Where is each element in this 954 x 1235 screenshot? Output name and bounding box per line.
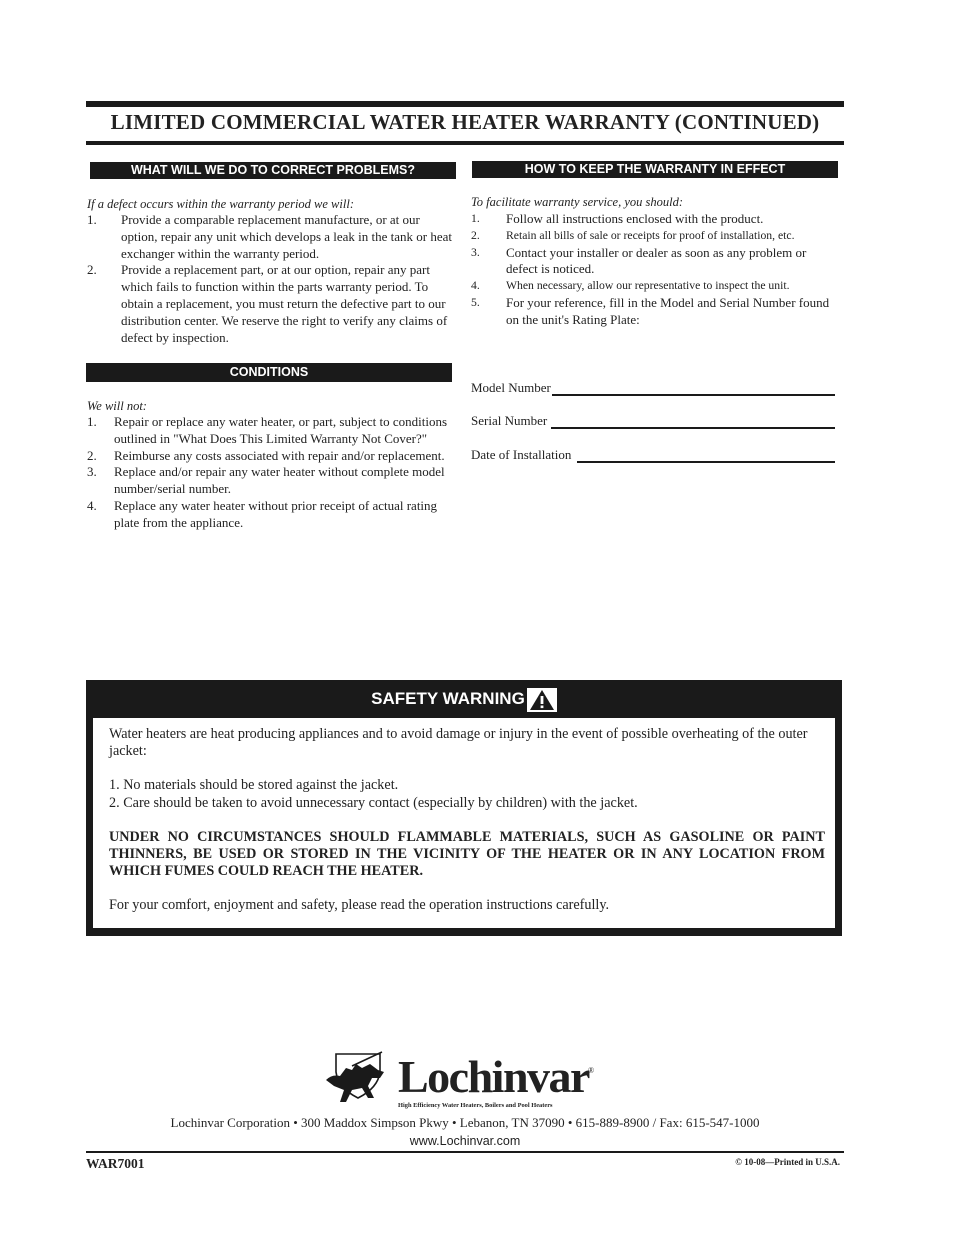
installation-date-line[interactable] — [577, 450, 835, 463]
conditions-heading: CONDITIONS — [86, 363, 452, 382]
serial-number-line[interactable] — [551, 416, 835, 429]
document-id: WAR7001 — [86, 1156, 145, 1171]
model-number-label: Model Number — [471, 380, 551, 395]
copyright-notice: © 10-08—Printed in U.S.A. — [735, 1157, 840, 1167]
footer-rule — [86, 1151, 844, 1153]
keep-warranty-intro: To facilitate warranty service, you should: — [471, 195, 684, 209]
company-logo — [322, 1050, 612, 1112]
safety-warning-body — [93, 718, 835, 928]
keep-warranty-heading: HOW TO KEEP THE WARRANTY IN EFFECT — [472, 161, 838, 178]
company-address: Lochinvar Corporation • 300 Maddox Simpson Pkwy • Lebanon, TN 37090 • 615-889-8900 / Fax: 615-547-1000 — [170, 1115, 760, 1130]
safety-caution: UNDER NO CIRCUMSTANCES SHOULD FLAMMABLE MATERIALS, SUCH AS GASOLINE OR PAINT THINNERS, BE USED OR STORED IN THE VICINITY OF THE HEATER OR IN ANY LOCATION FROM WHICH FUMES COULD REACH THE HEATER. — [109, 828, 825, 880]
logo-wordmark: Lochinvar — [398, 1051, 589, 1102]
model-number-line[interactable] — [552, 383, 835, 396]
safety-paragraph: Water heaters are heat producing appliances and to avoid damage or injury in the event of possible overheating of the outer jacket: — [109, 726, 808, 760]
list-item: 2. Reimburse any costs associated with repair and/or replacement. — [87, 447, 445, 463]
serial-number-field[interactable] — [471, 413, 835, 429]
installation-date-field[interactable] — [471, 447, 835, 463]
title-underline — [86, 141, 844, 145]
list-item: 3. Replace and/or repair any water heater without complete model number/serial number. — [87, 464, 445, 497]
top-rule — [86, 101, 844, 107]
list-item: 2. Retain all bills of sale or receipts for proof of installation, etc. — [471, 228, 795, 242]
model-number-field[interactable] — [471, 380, 835, 396]
company-website[interactable]: www.Lochinvar.com — [409, 1134, 521, 1148]
list-item: 1. Follow all instructions enclosed with the product. — [471, 211, 764, 226]
safety-item: 1. No materials should be stored against the jacket. — [109, 777, 399, 794]
safety-closing: For your comfort, enjoyment and safety, please read the operation instructions carefully. — [109, 897, 610, 914]
safety-warning-header — [86, 680, 842, 718]
list-item: 2. Provide a replacement part, or at our option, repair any part which fails to function within the parts warranty period. To obtain a replacement, you must return the defective part to our distribution center. We reserve the right to verify any claims of defect by inspection. — [87, 262, 448, 345]
safety-item: 2. Care should be taken to avoid unnecessary contact (especially by children) with the jacket. — [109, 794, 638, 811]
conditions-list — [87, 414, 451, 532]
conditions-intro: We will not: — [87, 399, 147, 413]
safety-warning-box — [86, 680, 842, 936]
correct-problems-heading: WHAT WILL WE DO TO CORRECT PROBLEMS? — [90, 162, 456, 179]
keep-warranty-list — [471, 211, 839, 329]
safety-warning-title: SAFETY WARNING — [371, 689, 525, 708]
page-title: LIMITED COMMERCIAL WATER HEATER WARRANTY (CONTINUED) — [110, 110, 820, 134]
correct-problems-intro: If a defect occurs within the warranty period we will: — [87, 197, 354, 211]
list-item: 1. Provide a comparable replacement manufacture, or at our option, repair any unit which develops a leak in the tank or heat exchanger within the warranty period. — [87, 212, 453, 261]
installation-date-label: Date of Installation — [471, 447, 572, 462]
registered-mark: ® — [588, 1066, 595, 1075]
serial-number-label: Serial Number — [471, 413, 548, 428]
list-item: 3. Contact your installer or dealer as soon as any problem or defect is noticed. — [471, 244, 807, 277]
list-item: 4. When necessary, allow our representative to inspect the unit. — [471, 279, 790, 293]
list-item: 5. For your reference, fill in the Model and Serial Number found on the unit's Rating Plate: — [471, 294, 830, 327]
list-item: 1. Repair or replace any water heater, or part, subject to conditions outlined in "What Does This Limited Warranty Not Cover?" — [87, 414, 448, 446]
list-item: 4. Replace any water heater without prior receipt of actual rating plate from the appliance. — [87, 497, 438, 530]
warning-triangle-icon — [527, 688, 557, 712]
logo-tagline: High Efficiency Water Heaters, Boilers and Pool Heaters — [398, 1102, 553, 1109]
knight-horse-icon — [322, 1050, 402, 1112]
correct-problems-list — [87, 212, 459, 346]
